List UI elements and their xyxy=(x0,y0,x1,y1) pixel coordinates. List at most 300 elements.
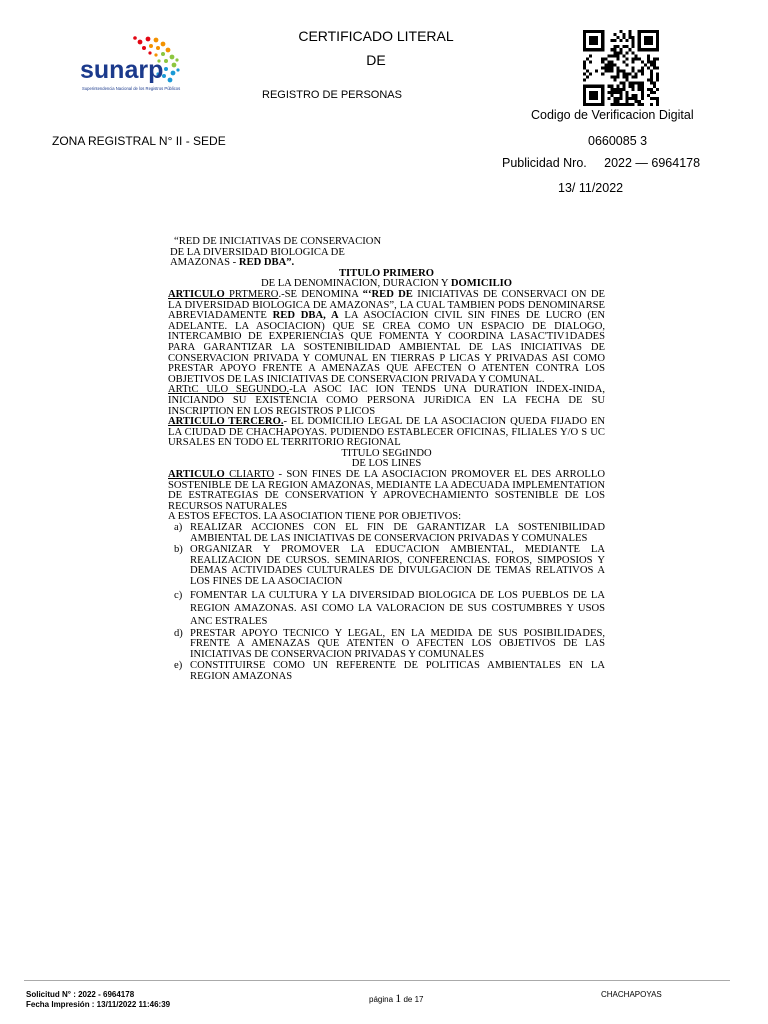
page-number: 1 xyxy=(395,991,402,1005)
qr-module xyxy=(610,94,613,97)
qr-module xyxy=(656,57,659,60)
qr-module xyxy=(653,63,656,66)
intro-line-3-bold: RED DBA”. xyxy=(238,257,295,269)
qr-module xyxy=(650,91,653,94)
qr-module xyxy=(647,79,650,82)
qr-module xyxy=(632,94,635,97)
qr-module xyxy=(595,36,598,39)
qr-module xyxy=(629,30,632,33)
qr-module xyxy=(638,39,641,42)
articulo-primero-heading-2: PRTMERO xyxy=(224,288,279,300)
qr-module xyxy=(619,30,622,33)
objetivo-item xyxy=(168,589,605,628)
qr-module xyxy=(632,82,635,85)
qr-module xyxy=(650,97,653,100)
qr-module xyxy=(650,88,653,91)
qr-module xyxy=(610,70,613,73)
qr-module xyxy=(619,91,622,94)
articulo-cuarto-text: - SON FINES DE LA ASOCIACION PROMOVER EL DES ARROLLO SOSTENIBLE DE LA REGION AMAZONAS, MEDIANTE LA ADECUADA IMPLEMENTATION DE ESTRATEGIAS DE CONSERVATION Y APROVECHAMIENTO SOSTENIBLE DE LOS RECURSOS NATURALES xyxy=(168,469,605,512)
intro-line-3-text: AMAZONAS - xyxy=(170,257,239,269)
qr-module xyxy=(647,36,650,39)
qr-module xyxy=(647,54,650,57)
qr-module xyxy=(650,48,653,51)
articulo-primero-text-1: .-SE DENOMINA xyxy=(278,288,363,300)
qr-module xyxy=(583,66,586,69)
qr-module xyxy=(583,45,586,48)
qr-module xyxy=(623,73,626,76)
qr-module xyxy=(610,103,613,106)
qr-module xyxy=(656,39,659,42)
qr-module xyxy=(638,42,641,45)
footer-request-number: Solicitud N° : 2022 - 6964178 xyxy=(26,990,135,999)
qr-module xyxy=(626,76,629,79)
qr-module xyxy=(632,57,635,60)
qr-module xyxy=(601,73,604,76)
qr-module xyxy=(616,57,619,60)
qr-module xyxy=(589,85,592,88)
logo-wordmark: sunarp xyxy=(80,56,164,84)
qr-module xyxy=(592,94,595,97)
qr-module xyxy=(601,66,604,69)
objetivo-marker: e) xyxy=(174,660,183,672)
qr-module xyxy=(616,51,619,54)
qr-module xyxy=(592,103,595,106)
qr-module xyxy=(656,88,659,91)
objetivo-text: CONSTITUIRSE COMO UN REFERENTE DE POLITICAS AMBIENTALES EN LA REGION AMAZONAS xyxy=(190,660,605,682)
articulo-primero-bold-2: RED DBA, A xyxy=(272,310,339,322)
qr-module xyxy=(629,85,632,88)
footer-print-date: Fecha Impresión : 13/11/2022 11:46:39 xyxy=(26,1000,171,1009)
qr-module xyxy=(656,36,659,39)
qr-module xyxy=(619,51,622,54)
qr-module xyxy=(616,103,619,106)
qr-module xyxy=(583,36,586,39)
qr-module xyxy=(613,97,616,100)
certificate-date: 13/ 11/2022 xyxy=(558,181,624,195)
qr-module xyxy=(641,91,644,94)
qr-module xyxy=(647,39,650,42)
qr-module xyxy=(604,70,607,73)
sunarp-logo-graphic xyxy=(78,30,208,102)
qr-module xyxy=(598,30,601,33)
certificate-title: CERTIFICADO LITERAL xyxy=(298,28,454,44)
qr-module xyxy=(583,48,586,51)
qr-module xyxy=(653,85,656,88)
objetivo-marker: d) xyxy=(174,627,183,639)
qr-module xyxy=(616,88,619,91)
qr-module xyxy=(613,63,616,66)
qr-module xyxy=(638,82,641,85)
qr-module xyxy=(616,73,619,76)
registry-name: REGISTRO DE PERSONAS xyxy=(262,89,402,101)
qr-module xyxy=(656,48,659,51)
page-prefix: página xyxy=(369,995,396,1004)
qr-module xyxy=(638,30,641,33)
qr-module xyxy=(613,33,616,36)
qr-module xyxy=(644,30,647,33)
intro-line-1: “RED DE INICIATIVAS DE CONSERVACION xyxy=(174,236,382,247)
qr-module xyxy=(583,103,586,106)
qr-module xyxy=(616,54,619,57)
qr-module xyxy=(623,70,626,73)
qr-module xyxy=(635,54,638,57)
qr-module xyxy=(601,85,604,88)
qr-module xyxy=(647,88,650,91)
articulo-segundo-text: -LA ASOC IAC ION TENDS UNA DURATION INDEX-INIDA, INICIANDO SU EXISTENCIA COMO PERSONA JURiDICA EN LA FECHA DE SU INSCRIPTION EN LOS REGISTROS P LICOS xyxy=(168,384,605,417)
footer-office: CHACHAPOYAS xyxy=(601,990,662,999)
qr-module xyxy=(601,100,604,103)
qr-module xyxy=(626,51,629,54)
objetivo-text: PRESTAR APOYO TECNICO Y LEGAL, EN LA MEDIDA DE SUS POSIBILIDADES, FRENTE A AMENAZAS QUE ATENTEN O AFECTEN LOS OBJETIVOS DE LAS INICIATIVAS DE CONSERVACION PRIVADAS Y COMUNALES xyxy=(190,627,605,660)
qr-module xyxy=(650,60,653,63)
objetivo-text: ORGANIZAR Y PROMOVER LA EDUC'ACION AMBIENTAL, MEDIANTE LA REALIZACION DE CURSOS. SEMINARIOS, CONFERENCIAS. FOROS, SIMPOSIOS Y DEMAS ACTIVIDADES CULTURALES DE DIVULGACION DE TEMAS RELATIVOS A LOS FINES DE LA ASOCIACION xyxy=(190,544,605,587)
objetivo-text: REALIZAR ACCIONES CON EL FIN DE GARANTIZAR LA SOSTENIBILIDAD AMBIENTAL DE LAS INICIATIVAS DE CONSERVACION PRIVADAS Y COMUNALES xyxy=(190,522,605,544)
qr-module xyxy=(613,48,616,51)
qr-module xyxy=(610,91,613,94)
qr-module xyxy=(619,48,622,51)
qr-module xyxy=(641,97,644,100)
qr-module xyxy=(619,94,622,97)
objetivo-text: FOMENTAR LA CULTURA Y LA DIVERSIDAD BIOLOGICA DE LOS PUEBLOS DE LA REGION AMAZONAS. ASI COMO LA VALORACION DE SUS COSTUMBRES Y USOS ANC ESTRALES xyxy=(190,589,605,627)
qr-module xyxy=(656,66,659,69)
sunarp-logo xyxy=(78,30,208,102)
qr-module xyxy=(601,103,604,106)
qr-module xyxy=(613,79,616,82)
qr-module xyxy=(583,42,586,45)
qr-module xyxy=(601,57,604,60)
qr-module xyxy=(629,36,632,39)
qr-module xyxy=(586,85,589,88)
qr-module xyxy=(589,30,592,33)
qr-module xyxy=(650,36,653,39)
qr-module xyxy=(653,30,656,33)
verification-code-label: Codigo de Verificacion Digital xyxy=(531,108,694,122)
qr-module xyxy=(616,91,619,94)
qr-module xyxy=(632,70,635,73)
qr-module xyxy=(610,66,613,69)
titulo-segundo-subtitle: DE LOS LINES xyxy=(351,458,422,470)
qr-module xyxy=(623,82,626,85)
qr-module xyxy=(610,60,613,63)
articulo-cuarto xyxy=(168,470,605,512)
qr-module xyxy=(592,36,595,39)
objetivo-item xyxy=(168,545,605,587)
qr-module xyxy=(638,57,641,60)
qr-module xyxy=(601,88,604,91)
qr-module xyxy=(650,79,653,82)
qr-module xyxy=(601,97,604,100)
qr-module xyxy=(607,85,610,88)
qr-module xyxy=(638,85,641,88)
qr-module xyxy=(592,97,595,100)
qr-module xyxy=(607,54,610,57)
qr-module xyxy=(610,88,613,91)
qr-module xyxy=(583,88,586,91)
qr-code-graphic xyxy=(583,30,659,106)
qr-module xyxy=(595,85,598,88)
qr-module xyxy=(656,103,659,106)
qr-module xyxy=(626,97,629,100)
qr-module xyxy=(623,103,626,106)
qr-module xyxy=(595,70,598,73)
qr-module xyxy=(626,79,629,82)
verification-code-value: 0660085 3 xyxy=(588,134,648,148)
qr-module xyxy=(613,91,616,94)
qr-module xyxy=(583,94,586,97)
qr-module xyxy=(604,57,607,60)
qr-module xyxy=(650,103,653,106)
qr-module xyxy=(653,57,656,60)
qr-module xyxy=(613,88,616,91)
qr-module xyxy=(641,103,644,106)
qr-module xyxy=(613,76,616,79)
qr-module xyxy=(583,100,586,103)
qr-module xyxy=(595,97,598,100)
articulo-primero-heading: ARTICULO xyxy=(168,288,225,300)
qr-module xyxy=(641,30,644,33)
qr-module xyxy=(632,39,635,42)
qr-module xyxy=(647,60,650,63)
qr-module xyxy=(626,94,629,97)
qr-module xyxy=(635,97,638,100)
qr-module xyxy=(656,97,659,100)
qr-module xyxy=(623,76,626,79)
qr-module xyxy=(583,85,586,88)
qr-module xyxy=(595,91,598,94)
qr-module xyxy=(595,103,598,106)
qr-module xyxy=(647,48,650,51)
articulo-segundo-heading: ARTtC ULO SEGUNDO. xyxy=(168,384,290,396)
qr-module xyxy=(632,36,635,39)
qr-module xyxy=(601,39,604,42)
qr-module xyxy=(598,103,601,106)
qr-module xyxy=(583,60,586,63)
qr-module xyxy=(632,97,635,100)
qr-module xyxy=(641,48,644,51)
qr-module xyxy=(629,33,632,36)
qr-module xyxy=(647,30,650,33)
qr-module xyxy=(644,36,647,39)
qr-module xyxy=(589,39,592,42)
footer-divider xyxy=(24,980,730,981)
qr-module xyxy=(650,82,653,85)
qr-module xyxy=(601,36,604,39)
qr-module xyxy=(632,85,635,88)
qr-module xyxy=(583,79,586,82)
qr-module xyxy=(616,70,619,73)
qr-module xyxy=(635,94,638,97)
qr-module xyxy=(592,42,595,45)
qr-module xyxy=(650,42,653,45)
qr-module xyxy=(629,97,632,100)
qr-module xyxy=(595,94,598,97)
qr-module xyxy=(589,91,592,94)
qr-module xyxy=(610,76,613,79)
articulo-primero-bold-1: “‘RED DE xyxy=(362,288,413,300)
qr-module xyxy=(616,97,619,100)
qr-module xyxy=(641,60,644,63)
qr-module xyxy=(610,85,613,88)
qr-module xyxy=(638,70,641,73)
qr-module xyxy=(650,63,653,66)
qr-module xyxy=(623,33,626,36)
registry-zone: ZONA REGISTRAL N° II - SEDE xyxy=(52,134,226,148)
qr-module xyxy=(629,103,632,106)
qr-module xyxy=(635,76,638,79)
qr-module xyxy=(644,63,647,66)
qr-module xyxy=(607,70,610,73)
qr-module xyxy=(619,97,622,100)
qr-module xyxy=(641,82,644,85)
qr-module xyxy=(583,63,586,66)
objetivos-list xyxy=(168,523,605,683)
qr-module xyxy=(638,103,641,106)
objetivo-marker: c) xyxy=(174,589,183,601)
qr-module xyxy=(641,70,644,73)
qr-module xyxy=(629,48,632,51)
objetivo-item xyxy=(168,523,605,544)
qr-module xyxy=(626,91,629,94)
qr-module xyxy=(613,54,616,57)
qr-module xyxy=(632,66,635,69)
qr-module xyxy=(601,60,604,63)
qr-module xyxy=(626,39,629,42)
objetivo-marker: b) xyxy=(174,544,183,556)
qr-module xyxy=(650,76,653,79)
qr-module xyxy=(601,42,604,45)
qr-module xyxy=(592,30,595,33)
qr-module xyxy=(607,91,610,94)
qr-module xyxy=(598,85,601,88)
qr-module xyxy=(601,45,604,48)
qr-module xyxy=(589,73,592,76)
objetivo-item xyxy=(168,629,605,661)
efectos-line: A ESTOS EFECTOS. LA ASOCIATION TIENE POR OBJETIVOS: xyxy=(168,511,462,523)
qr-module xyxy=(653,91,656,94)
qr-module xyxy=(656,30,659,33)
qr-module xyxy=(589,54,592,57)
qr-module xyxy=(635,82,638,85)
qr-module xyxy=(601,48,604,51)
qr-module xyxy=(632,51,635,54)
qr-module xyxy=(644,39,647,42)
qr-module xyxy=(638,88,641,91)
footer-page-indicator xyxy=(369,991,424,1006)
qr-module xyxy=(653,60,656,63)
qr-module xyxy=(647,42,650,45)
qr-module xyxy=(586,57,589,60)
qr-module xyxy=(589,48,592,51)
qr-module xyxy=(626,103,629,106)
qr-module xyxy=(583,97,586,100)
qr-module xyxy=(632,42,635,45)
qr-module xyxy=(616,85,619,88)
qr-module xyxy=(583,39,586,42)
qr-module xyxy=(595,30,598,33)
logo-subtext: Superintendencia Nacional de los Registros Públicos xyxy=(82,86,181,91)
qr-module xyxy=(653,48,656,51)
intro-line-2: DE LA DIVERSIDAD BIOLOGICA DE xyxy=(170,246,345,258)
qr-module xyxy=(641,73,644,76)
qr-module xyxy=(641,88,644,91)
qr-module xyxy=(641,66,644,69)
qr-module xyxy=(626,45,629,48)
qr-module xyxy=(592,85,595,88)
qr-module xyxy=(601,30,604,33)
qr-module xyxy=(589,36,592,39)
qr-module xyxy=(613,45,616,48)
titulo-primero-subtitle-bold: DOMICILIO xyxy=(450,278,513,290)
qr-module xyxy=(635,100,638,103)
qr-module xyxy=(595,48,598,51)
articulo-tercero xyxy=(168,417,605,449)
qr-module xyxy=(589,94,592,97)
qr-module xyxy=(595,42,598,45)
qr-module xyxy=(586,70,589,73)
qr-module xyxy=(623,88,626,91)
qr-module xyxy=(635,73,638,76)
qr-module xyxy=(601,94,604,97)
qr-module xyxy=(656,45,659,48)
qr-module xyxy=(653,97,656,100)
qr-module xyxy=(613,100,616,103)
qr-module xyxy=(632,88,635,91)
qr-module xyxy=(629,73,632,76)
qr-module xyxy=(583,73,586,76)
qr-module xyxy=(619,82,622,85)
qr-module xyxy=(619,103,622,106)
publicity-number: Publicidad Nro. 2022 — 6964178 xyxy=(502,156,701,170)
qr-module xyxy=(656,100,659,103)
articulo-tercero-heading: ARTICULO TERCERO. xyxy=(168,416,284,428)
qr-module xyxy=(647,66,650,69)
qr-module xyxy=(610,54,613,57)
qr-module xyxy=(644,48,647,51)
qr-module xyxy=(595,39,598,42)
qr-module xyxy=(601,91,604,94)
qr-code xyxy=(583,30,659,106)
qr-module xyxy=(650,70,653,73)
qr-module xyxy=(607,63,610,66)
qr-module xyxy=(604,63,607,66)
qr-module xyxy=(616,45,619,48)
qr-module xyxy=(656,76,659,79)
qr-module xyxy=(638,48,641,51)
qr-module xyxy=(656,79,659,82)
titulo-primero-subtitle-text: DE LA DENOMINACION, DURACION Y xyxy=(260,278,451,290)
qr-module xyxy=(647,94,650,97)
qr-module xyxy=(632,45,635,48)
qr-module xyxy=(638,36,641,39)
qr-module xyxy=(586,76,589,79)
qr-module xyxy=(613,51,616,54)
qr-module xyxy=(641,94,644,97)
qr-module xyxy=(583,33,586,36)
titulo-primero: TITULO PRIMERO xyxy=(338,267,435,279)
qr-module xyxy=(586,30,589,33)
qr-module xyxy=(632,76,635,79)
objetivo-marker: a) xyxy=(174,522,183,534)
qr-module xyxy=(650,30,653,33)
qr-module xyxy=(653,66,656,69)
qr-module xyxy=(626,100,629,103)
qr-module xyxy=(641,85,644,88)
qr-module xyxy=(656,73,659,76)
qr-module xyxy=(586,48,589,51)
qr-module xyxy=(583,30,586,33)
qr-module xyxy=(592,91,595,94)
qr-module xyxy=(616,36,619,39)
